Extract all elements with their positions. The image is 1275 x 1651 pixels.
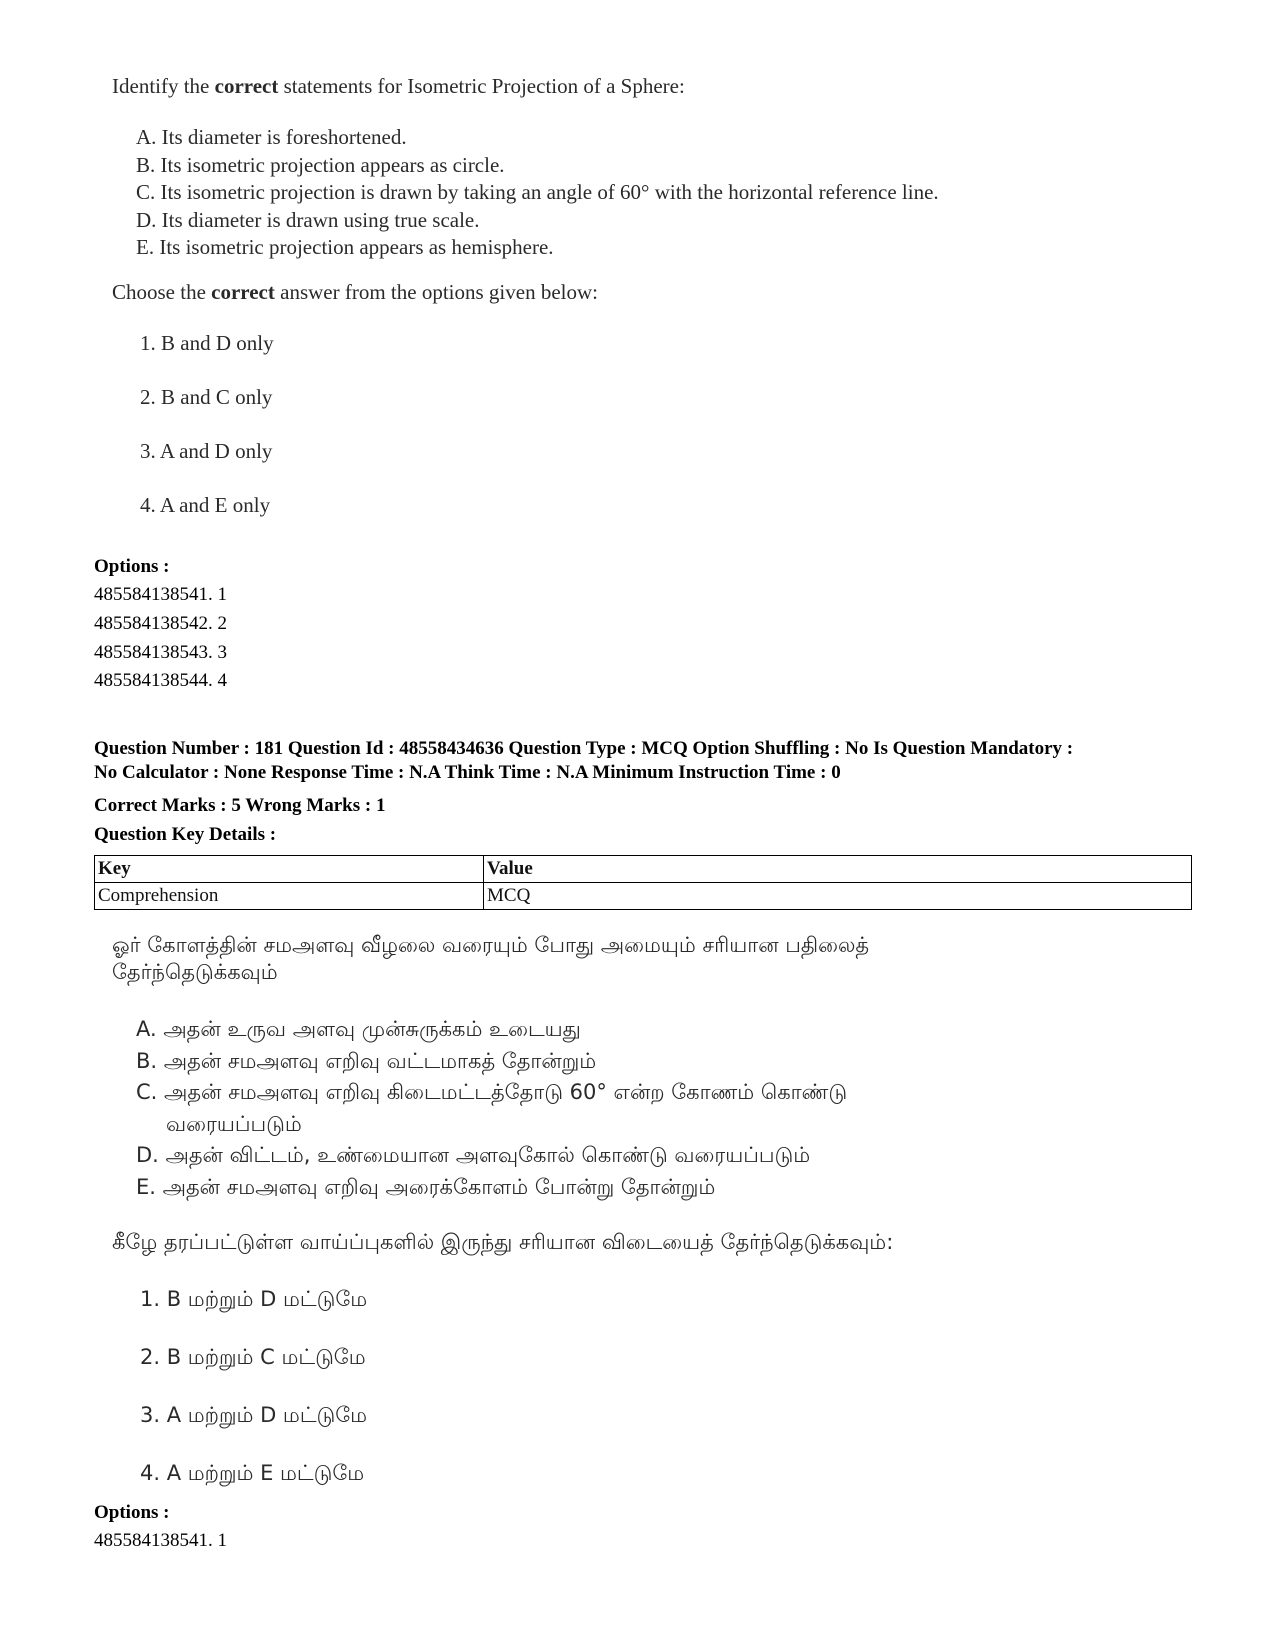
answer-choice: 4. A மற்றும் E மட்டுமே [140,1461,365,1485]
key-details-label: Question Key Details : [94,824,277,845]
answer-choice: 3. A மற்றும் D மட்டுமே [140,1403,368,1427]
table-cell: Comprehension [95,883,484,910]
table-header-cell: Key [95,856,484,883]
answer-choice: 4. A and E only [140,493,271,517]
statement-item: D. Its diameter is drawn using true scale. [136,207,480,232]
statement-item: B. Its isometric projection appears as circle. [136,152,505,177]
statement-item: C. அதன் சமஅளவு எறிவு கிடைமட்டத்தோடு 60° என்ற கோணம் கொண்டு [136,1080,848,1104]
statement-item: E. அதன் சமஅளவு எறிவு அரைக்கோளம் போன்று தோன்றும் [136,1174,716,1199]
statement-item: A. அதன் உருவ அளவு முன்சுருக்கம் உடையது [136,1017,581,1041]
table-cell: MCQ [484,883,1192,910]
statement-item: A. Its diameter is foreshortened. [136,125,407,149]
answer-choice: 3. A and D only [140,439,273,463]
option-item: 485584138542. 2 [94,613,227,634]
choose-instruction: Choose the correct answer from the options given below: [112,280,598,304]
statement-item: B. அதன் சமஅளவு எறிவு வட்டமாகத் தோன்றும் [136,1048,597,1073]
option-item: 485584138541. 1 [94,1530,227,1551]
table-row [95,883,1192,910]
option-item: 485584138541. 1 [94,584,227,605]
table-header-cell: Value [484,856,1192,883]
answer-choice: 1. B மற்றும் D மட்டுமே [140,1287,368,1311]
meta-line: Question Number : 181 Question Id : 48558434636 Question Type : MCQ Option Shuffling : No Is Question Mandatory : [94,738,1074,759]
statement-item: E. Its isometric projection appears as hemisphere. [136,235,554,259]
answer-choice: 2. B மற்றும் C மட்டுமே [140,1345,366,1369]
statement-item: C. Its isometric projection is drawn by taking an angle of 60° with the horizontal reference line. [136,180,939,204]
meta-line: No Calculator : None Response Time : N.A Think Time : N.A Minimum Instruction Time : 0 [94,762,841,783]
question-stem: Identify the correct statements for Isometric Projection of a Sphere: [112,74,685,98]
option-item: 485584138544. 4 [94,670,227,691]
option-item: 485584138543. 3 [94,642,227,663]
options-label: Options : [94,556,170,577]
statement-item: D. அதன் விட்டம், உண்மையான அளவுகோல் கொண்டு வரையப்படும் [136,1143,811,1167]
question-meta [94,738,1073,784]
answer-choice: 2. B and C only [140,385,273,409]
answer-choice: 1. B and D only [140,331,274,355]
options-label: Options : [94,1502,170,1523]
statement-item-continuation: வரையப்படும் [166,1111,302,1136]
table-header-row [95,856,1192,883]
marks-line: Correct Marks : 5 Wrong Marks : 1 [94,795,386,816]
choose-instruction: கீழே தரப்பட்டுள்ள வாய்ப்புகளில் இருந்து சரியான விடையைத் தேர்ந்தெடுக்கவும்: [112,1230,894,1254]
statement-list [136,124,939,262]
question-stem: ஓர் கோளத்தின் சமஅளவு வீழலை வரையும் போது அமையும் சரியான பதிலைத் தேர்ந்தெடுக்கவும் [112,933,870,984]
key-details-table [94,855,1192,910]
statement-list [136,1014,847,1203]
